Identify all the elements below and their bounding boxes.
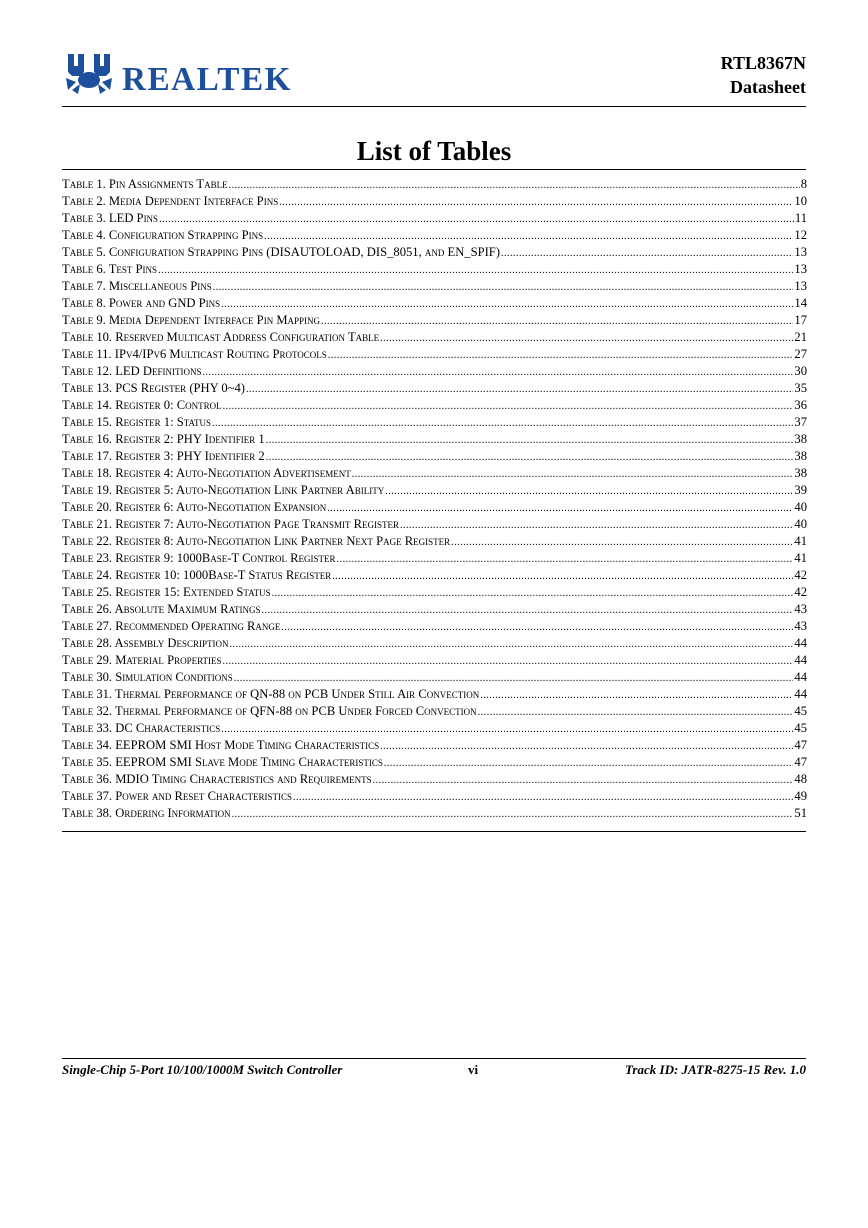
toc-entry-page: 41 <box>794 534 807 548</box>
toc-entry-label: Table 15. Register 1: Status <box>62 415 212 429</box>
toc-dot-leader <box>480 687 793 703</box>
toc-entry-label: Table 26. Absolute Maximum Ratings <box>62 602 261 616</box>
toc-entry-page: 8 <box>800 177 807 191</box>
toc-dot-leader <box>221 721 793 737</box>
toc-dot-leader <box>385 483 793 499</box>
toc-entry-page: 36 <box>794 398 807 412</box>
toc-entry[interactable] <box>62 686 807 703</box>
toc-entry[interactable] <box>62 550 807 567</box>
toc-dot-leader <box>264 228 793 244</box>
toc-entry-page: 21 <box>794 330 807 344</box>
toc-entry-label: Table 37. Power and Reset Characteristics <box>62 789 292 803</box>
toc-entry-label: Table 33. DC Characteristics <box>62 721 221 735</box>
toc-dot-leader <box>213 279 794 295</box>
toc-dot-leader <box>279 194 793 210</box>
toc-entry-label: Table 14. Register 0: Control <box>62 398 222 412</box>
toc-dot-leader <box>400 517 793 533</box>
toc-entry[interactable] <box>62 363 807 380</box>
toc-entry-page: 44 <box>794 636 807 650</box>
toc-entry[interactable] <box>62 482 807 499</box>
toc-dot-leader <box>223 398 794 414</box>
toc-dot-leader <box>478 704 794 720</box>
toc-entry-label: Table 22. Register 8: Auto-Negotiation Link Partner Next Page Register <box>62 534 451 548</box>
toc-entry[interactable] <box>62 210 807 227</box>
toc-entry-label: Table 13. PCS Register (PHY 0~4) <box>62 381 246 395</box>
toc-entry-label: Table 32. Thermal Performance of QFN-88 on PCB Under Forced Convection <box>62 704 477 718</box>
toc-entry-page: 14 <box>794 296 807 310</box>
toc-entry[interactable] <box>62 193 807 210</box>
toc-entry[interactable] <box>62 584 807 601</box>
toc-entry[interactable] <box>62 635 807 652</box>
toc-entry-label: Table 28. Assembly Description <box>62 636 229 650</box>
toc-entry-page: 40 <box>794 500 807 514</box>
toc-entry[interactable] <box>62 346 807 363</box>
toc-entry-label: Table 23. Register 9: 1000Base-T Control Register <box>62 551 336 565</box>
toc-entry[interactable] <box>62 754 807 771</box>
toc-entry[interactable] <box>62 652 807 669</box>
toc-entry-page: 44 <box>794 687 807 701</box>
toc-entry-page: 51 <box>794 806 807 820</box>
toc-entry-page: 44 <box>794 670 807 684</box>
header-rule <box>62 106 806 107</box>
toc-dot-leader <box>232 806 794 822</box>
toc-entry-label: Table 5. Configuration Strapping Pins (DISAUTOLOAD, DIS_8051, and EN_SPIF) <box>62 245 501 259</box>
toc-entry-page: 47 <box>794 738 807 752</box>
toc-entry-label: Table 27. Recommended Operating Range <box>62 619 281 633</box>
toc-entry[interactable] <box>62 431 807 448</box>
footer-page-number: vi <box>468 1062 479 1077</box>
toc-dot-leader <box>380 738 793 754</box>
toc-entry-page: 37 <box>794 415 807 429</box>
toc-entry[interactable] <box>62 414 807 431</box>
toc-dot-leader <box>380 330 793 346</box>
toc-entry[interactable] <box>62 516 807 533</box>
toc-dot-leader <box>327 500 793 516</box>
logo-wordmark: REALTEK <box>122 61 292 98</box>
toc-entry-page: 38 <box>794 466 807 480</box>
toc-entry-page: 49 <box>794 789 807 803</box>
toc-entry-page: 41 <box>794 551 807 565</box>
toc-entry[interactable] <box>62 278 807 295</box>
toc-dot-leader <box>352 466 794 482</box>
toc-entry[interactable] <box>62 618 807 635</box>
document-type: Datasheet <box>730 77 806 97</box>
toc-entry-label: Table 21. Register 7: Auto-Negotiation Page Transmit Register <box>62 517 400 531</box>
toc-entry-label: Table 18. Register 4: Auto-Negotiation Advertisement <box>62 466 351 480</box>
toc-dot-leader <box>223 653 794 669</box>
toc-entry[interactable] <box>62 533 807 550</box>
toc-entry[interactable] <box>62 771 807 788</box>
footer-track-id: Track ID: JATR-8275-15 Rev. 1.0 <box>624 1062 806 1077</box>
toc-entry-page: 12 <box>794 228 807 242</box>
toc-dot-leader <box>159 211 794 227</box>
toc-entry-page: 13 <box>794 279 807 293</box>
toc-entry-page: 11 <box>794 211 807 225</box>
toc-entry[interactable] <box>62 788 807 805</box>
part-number: RTL8367N <box>720 53 806 73</box>
toc-entry-page: 27 <box>794 347 807 361</box>
toc-entry-label: Table 20. Register 6: Auto-Negotiation Expansion <box>62 500 327 514</box>
toc-entry-page: 13 <box>794 245 807 259</box>
toc-entry-label: Table 4. Configuration Strapping Pins <box>62 228 264 242</box>
table-list <box>62 176 807 822</box>
toc-entry-label: Table 35. EEPROM SMI Slave Mode Timing Characteristics <box>62 755 383 769</box>
toc-dot-leader <box>212 415 793 431</box>
toc-entry[interactable] <box>62 295 807 312</box>
toc-dot-leader <box>501 245 793 261</box>
toc-entry-page: 39 <box>794 483 807 497</box>
toc-dot-leader <box>373 772 794 788</box>
toc-entry[interactable] <box>62 380 807 397</box>
toc-entry-label: Table 34. EEPROM SMI Host Mode Timing Characteristics <box>62 738 380 752</box>
footer-product-name: Single-Chip 5-Port 10/100/1000M Switch Controller <box>62 1062 343 1077</box>
toc-entry-page: 35 <box>794 381 807 395</box>
toc-entry-page: 38 <box>794 432 807 446</box>
toc-dot-leader <box>221 296 793 312</box>
toc-entry-label: Table 19. Register 5: Auto-Negotiation Link Partner Ability <box>62 483 385 497</box>
toc-entry-label: Table 38. Ordering Information <box>62 806 231 820</box>
toc-entry[interactable] <box>62 261 807 278</box>
title-rule <box>62 169 806 170</box>
realtek-logo <box>62 46 294 98</box>
toc-entry-label: Table 30. Simulation Conditions <box>62 670 233 684</box>
toc-entry-page: 47 <box>794 755 807 769</box>
toc-dot-leader <box>266 432 794 448</box>
toc-dot-leader <box>328 347 794 363</box>
toc-entry-label: Table 1. Pin Assignments Table <box>62 177 228 191</box>
toc-dot-leader <box>332 568 793 584</box>
toc-dot-leader <box>262 602 794 618</box>
toc-entry-label: Table 11. IPv4/IPv6 Multicast Routing Protocols <box>62 347 327 361</box>
toc-entry-label: Table 9. Media Dependent Interface Pin Mapping <box>62 313 321 327</box>
toc-dot-leader <box>384 755 794 771</box>
toc-entry[interactable] <box>62 703 807 720</box>
toc-entry-page: 40 <box>794 517 807 531</box>
toc-dot-leader <box>202 364 793 380</box>
toc-entry-page: 45 <box>794 721 807 735</box>
toc-dot-leader <box>293 789 793 805</box>
toc-entry-page: 42 <box>794 568 807 582</box>
toc-entry-label: Table 36. MDIO Timing Characteristics and Requirements <box>62 772 372 786</box>
toc-entry-page: 44 <box>794 653 807 667</box>
toc-entry-page: 45 <box>794 704 807 718</box>
toc-entry-page: 43 <box>794 602 807 616</box>
toc-dot-leader <box>158 262 793 278</box>
toc-entry-page: 38 <box>794 449 807 463</box>
toc-entry[interactable] <box>62 499 807 516</box>
toc-dot-leader <box>321 313 793 329</box>
toc-entry-page: 10 <box>794 194 807 208</box>
toc-entry-label: Table 29. Material Properties <box>62 653 222 667</box>
toc-entry[interactable] <box>62 720 807 737</box>
toc-entry[interactable] <box>62 465 807 482</box>
toc-entry-label: Table 17. Register 3: PHY Identifier 2 <box>62 449 265 463</box>
footer-rule <box>62 1058 806 1059</box>
toc-entry-label: Table 16. Register 2: PHY Identifier 1 <box>62 432 265 446</box>
toc-dot-leader <box>337 551 794 567</box>
toc-entry-page: 13 <box>794 262 807 276</box>
toc-dot-leader <box>229 177 800 193</box>
toc-entry[interactable] <box>62 244 807 261</box>
toc-entry-page: 42 <box>794 585 807 599</box>
toc-entry-label: Table 8. Power and GND Pins <box>62 296 221 310</box>
toc-entry-label: Table 10. Reserved Multicast Address Configuration Table <box>62 330 380 344</box>
toc-entry-label: Table 2. Media Dependent Interface Pins <box>62 194 279 208</box>
toc-entry[interactable] <box>62 805 807 822</box>
toc-dot-leader <box>246 381 793 397</box>
toc-entry-label: Table 3. LED Pins <box>62 211 159 225</box>
toc-entry[interactable] <box>62 176 807 193</box>
toc-entry-label: Table 25. Register 15: Extended Status <box>62 585 271 599</box>
toc-entry-page: 17 <box>794 313 807 327</box>
toc-entry[interactable] <box>62 601 807 618</box>
document-identifier <box>721 51 806 99</box>
toc-entry[interactable] <box>62 737 807 754</box>
toc-entry[interactable] <box>62 669 807 686</box>
toc-entry[interactable] <box>62 227 807 244</box>
list-end-rule <box>62 831 806 832</box>
toc-entry-page: 30 <box>794 364 807 378</box>
toc-dot-leader <box>230 636 794 652</box>
toc-dot-leader <box>234 670 794 686</box>
toc-dot-leader <box>266 449 794 465</box>
toc-entry-label: Table 7. Miscellaneous Pins <box>62 279 212 293</box>
toc-entry[interactable] <box>62 329 807 346</box>
toc-entry[interactable] <box>62 448 807 465</box>
toc-entry-label: Table 6. Test Pins <box>62 262 158 276</box>
toc-entry-page: 43 <box>794 619 807 633</box>
toc-entry[interactable] <box>62 567 807 584</box>
toc-entry-label: Table 31. Thermal Performance of QN-88 on PCB Under Still Air Convection <box>62 687 480 701</box>
toc-entry[interactable] <box>62 312 807 329</box>
toc-entry[interactable] <box>62 397 807 414</box>
toc-dot-leader <box>281 619 793 635</box>
toc-entry-page: 48 <box>794 772 807 786</box>
toc-dot-leader <box>272 585 794 601</box>
toc-entry-label: Table 24. Register 10: 1000Base-T Status Register <box>62 568 332 582</box>
toc-entry-label: Table 12. LED Definitions <box>62 364 202 378</box>
page-footer <box>62 1061 806 1079</box>
page-title: List of Tables <box>356 136 512 166</box>
toc-dot-leader <box>451 534 793 550</box>
